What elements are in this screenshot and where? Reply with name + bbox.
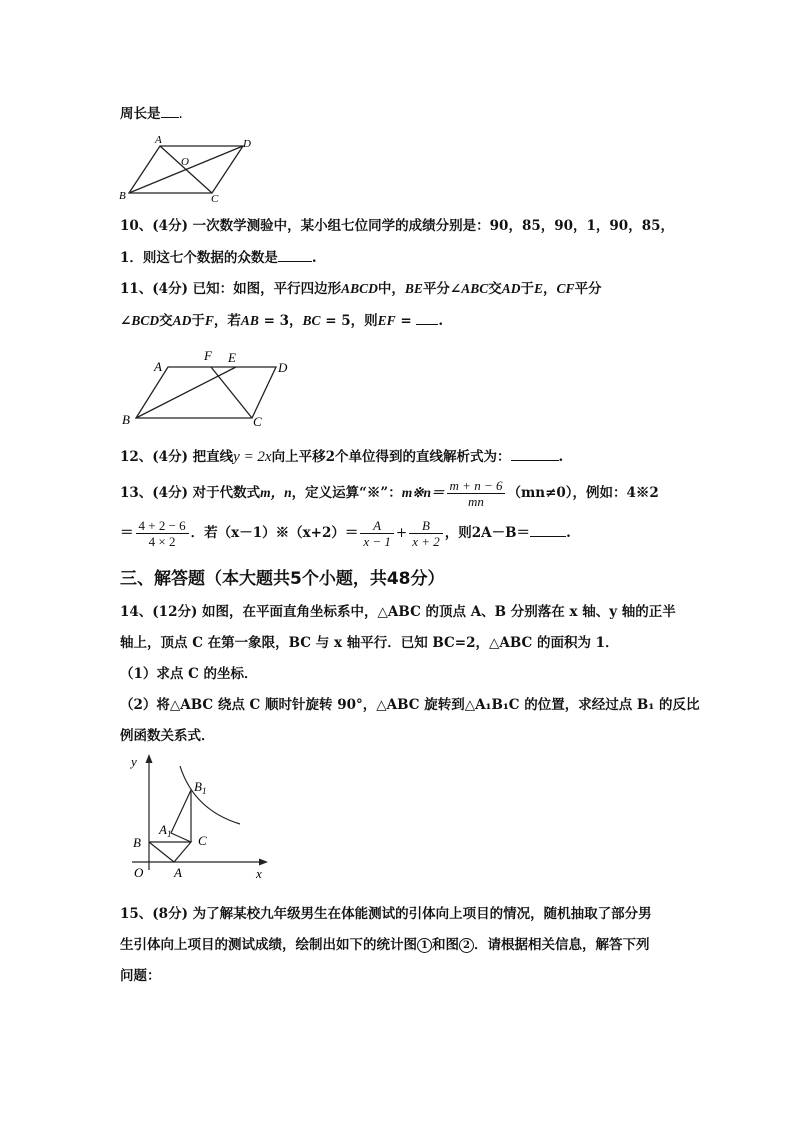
label-a: A (155, 134, 162, 146)
fraction-definition: $\frac{m + n - 6}{mn}$ (447, 478, 506, 509)
segment-cf (211, 367, 252, 418)
answer-blank (511, 446, 559, 461)
label-b: B (133, 835, 141, 850)
q11-line1: 11、(4分) 已知：如图，平行四边形ABCD中，BE平分∠ABC交AD于E，CF平分 (120, 281, 602, 297)
parallelogram-abcd (136, 367, 276, 418)
q13-line1: 13、(4分) 对于代数式m，n，定义运算“※”：m※n＝ $\frac{m + n - 6}{mn}$ （mn≠0），例如：4※2 (120, 478, 659, 509)
triangle-a1b1c (171, 790, 191, 842)
fraction-b: $\frac{B}{x + 2}$ (409, 518, 443, 549)
label-o: O (134, 865, 144, 880)
circled-number-2: 2 (459, 938, 474, 953)
label-o: O (181, 156, 189, 168)
q15-line2: 生引体向上项目的测试成绩，绘制出如下的统计图 1 和图 2 ．请根据相关信息，解答下列 (120, 937, 650, 953)
label-b1: $B_1$ (194, 779, 207, 796)
fraction-a: $\frac{A}{x - 1}$ (360, 518, 394, 549)
label-f: F (204, 348, 212, 363)
q15-line1: 15、(8分) 为了解某校九年级男生在体能测试的引体向上项目的情况，随机抽取了部分男 (120, 906, 652, 922)
label-c: C (211, 193, 219, 202)
label-d: D (243, 138, 251, 150)
answer-blank (278, 247, 312, 262)
label-a1: $A_1$ (159, 822, 172, 839)
label-e: E (228, 350, 236, 365)
segment-be (136, 367, 236, 418)
answer-blank (416, 310, 438, 325)
q9-tail: 周长是 . (120, 103, 183, 124)
label-b: B (122, 412, 130, 427)
q10-line2: 1．则这七个数据的众数是 . (120, 247, 317, 268)
q14-sub2-line1: （2）将△ABC 绕点 C 顺时针旋转 90°，△ABC 旋转到△A₁B₁C 的位置，求经过点 B₁ 的反比 (120, 697, 700, 713)
q10-line1: 10、(4分) 一次数学测验中，某小组七位同学的成绩分别是：90，85，90，1，90，85， (120, 218, 674, 234)
diagonal-bd (129, 146, 243, 193)
label-a: A (154, 359, 162, 374)
label-b: B (119, 190, 126, 202)
q14-line1: 14、(12分) 如图，在平面直角坐标系中，△ABC 的顶点 A、B 分别落在 x 轴、y 轴的正半 (120, 604, 676, 620)
q15-line3: 问题： (120, 968, 161, 984)
label-a: A (174, 865, 182, 880)
fraction-example: $\frac{4 + 2 - 6}{4 \times 2}$ (136, 518, 189, 549)
q14-line2: 轴上，顶点 C 在第一象限，BC 与 x 轴平行．已知 BC=2，△ABC 的面积为 1． (120, 635, 619, 651)
answer-blank (161, 103, 179, 118)
label-c: C (198, 833, 207, 848)
triangle-abc (149, 842, 191, 862)
x-axis-arrow (259, 859, 268, 866)
label-c: C (253, 414, 262, 429)
figure-parallelogram-diagonals (116, 132, 256, 202)
q14-sub2-line2: 例函数关系式． (120, 728, 215, 744)
label-x: x (256, 866, 262, 881)
q12-line: 12、(4分) 把直线y = 2x向上平移2个单位得到的直线解析式为： . (120, 446, 563, 467)
q13-line2: ＝ $\frac{4 + 2 - 6}{4 \times 2}$ ．若（x－1）※（x+2）＝ $\frac{A}{x - 1}$ + $\frac{B}{x + 2}$ ，则2A－B＝ . (120, 518, 571, 549)
q11-line2: ∠BCD交AD于F，若AB = 3，BC = 5，则EF = . (120, 310, 443, 331)
y-axis-arrow (146, 754, 153, 763)
q14-sub1: （1）求点 C 的坐标． (120, 666, 258, 682)
figure-parallelogram-bisectors (118, 345, 298, 430)
section-heading: 三、解答题（本大题共5个小题，共48分） (120, 569, 445, 589)
figure-coordinate-rotation (122, 752, 282, 884)
label-y: y (131, 754, 137, 769)
label-d: D (278, 360, 288, 375)
answer-blank (530, 522, 566, 537)
circled-number-1: 1 (417, 938, 432, 953)
